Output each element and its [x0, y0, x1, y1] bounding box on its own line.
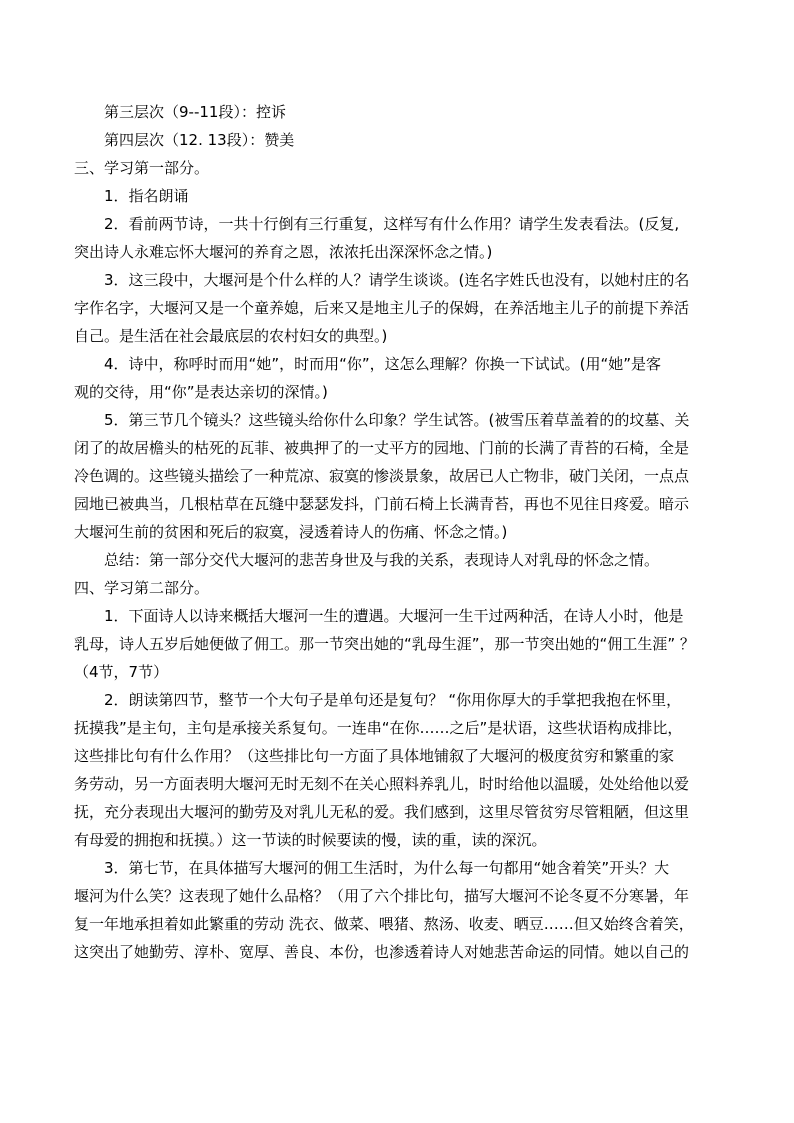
text-line: （4节，7节） [74, 663, 169, 681]
text-line: 园地已被典当，几根枯草在瓦缝中瑟瑟发抖，门前石椅上长满青苔，再也不见往日疼爱。暗示 [74, 495, 690, 513]
text-line: 1．下面诗人以诗来概括大堰河一生的遭遇。大堰河一生干过两种活，在诗人小时，他是 [104, 607, 684, 625]
text-line: 字作名字，大堰河又是一个童养媳，后来又是地主儿子的保姆，在养活地主儿子的前提下养活 [74, 299, 690, 317]
text-line: 冷色调的。这些镜头描绘了一种荒凉、寂寞的惨淡景象，故居已人亡物非，破门关闭，一点点 [74, 467, 690, 485]
text-line: 第四层次（12. 13段）：赞美 [104, 131, 295, 149]
text-line: 抚，充分表现出大堰河的勤劳及对乳儿无私的爱。我们感到，这里尽管贫穷尽管粗陋，但这里 [74, 803, 690, 821]
text-line: 3．这三段中，大堰河是个什么样的人？请学生谈谈。(连名字姓氏也没有，以她村庄的名 [104, 271, 690, 289]
text-line: 自己。是生活在社会最底层的农村妇女的典型。) [74, 327, 388, 345]
text-line: 3．第七节，在具体描写大堰河的佣工生活时，为什么每一句都用“她含着笑”开头？大 [104, 859, 670, 877]
text-line: 务劳动，另一方面表明大堰河无时无刻不在关心照料养乳儿，时时给他以温暖，处处给他以爱 [74, 775, 690, 793]
text-line: 突出诗人永难忘怀大堰河的养育之恩，浓浓托出深深怀念之情。) [74, 243, 493, 261]
text-line: 复一年地承担着如此繁重的劳动 洗衣、做菜、喂猪、熬汤、收麦、晒豆……但又始终含着笑， [74, 915, 694, 933]
section-heading: 四、学习第二部分。 [74, 579, 210, 597]
text-line: 5．第三节几个镜头？这些镜头给你什么印象？学生试答。(被雪压着草盖着的的坟墓、关 [104, 411, 690, 429]
text-line: 大堰河生前的贫困和死后的寂寞，浸透着诗人的伤痛、怀念之情。) [74, 523, 508, 541]
text-line: 抚摸我”是主句，主句是承接关系复句。一连串“在你……之后”是状语，这些状语构成排比， [74, 719, 683, 737]
text-line: 有母爱的拥抱和抚摸。）这一节读的时候要读的慢，读的重，读的深沉。 [74, 831, 547, 849]
text-line: 1．指名朗诵 [104, 187, 189, 205]
section-heading: 三、学习第一部分。 [74, 159, 210, 177]
text-line: 闭了的故居檐头的枯死的瓦菲、被典押了的一丈平方的园地、门前的长满了青苔的石椅，全是 [74, 439, 690, 457]
text-line: 2．看前两节诗，一共十行倒有三行重复，这样写有什么作用？请学生发表看法。(反复, [104, 215, 680, 233]
text-line: 乳母，诗人五岁后她便做了佣工。那一节突出她的“乳母生涯”，那一节突出她的“佣工生涯” ？ [74, 635, 695, 653]
text-line: 2．朗读第四节，整节一个大句子是单句还是复句？ “你用你厚大的手掌把我抱在怀里， [104, 691, 682, 709]
text-line: 这些排比句有什么作用？（这些排比句一方面了具体地铺叙了大堰河的极度贫穷和繁重的家 [74, 747, 675, 765]
text-line: 这突出了她勤劳、淳朴、宽厚、善良、本份，也渗透着诗人对她悲苦命运的同情。她以自己的 [74, 943, 690, 961]
summary-line: 总结：第一部分交代大堰河的悲苦身世及与我的关系，表现诗人对乳母的怀念之情。 [104, 551, 660, 569]
text-line: 4．诗中，称呼时而用“她”，时而用“你”，这怎么理解？你换一下试试。(用“她”是客 [104, 355, 662, 373]
text-line: 第三层次（9--11段）：控诉 [104, 103, 286, 121]
text-line: 堰河为什么笑？这表现了她什么品格？（用了六个排比句，描写大堰河不论冬夏不分寒暑，年 [74, 887, 690, 905]
document-body [74, 98, 738, 966]
text-line: 观的交待，用“你”是表达亲切的深情。) [74, 383, 328, 401]
